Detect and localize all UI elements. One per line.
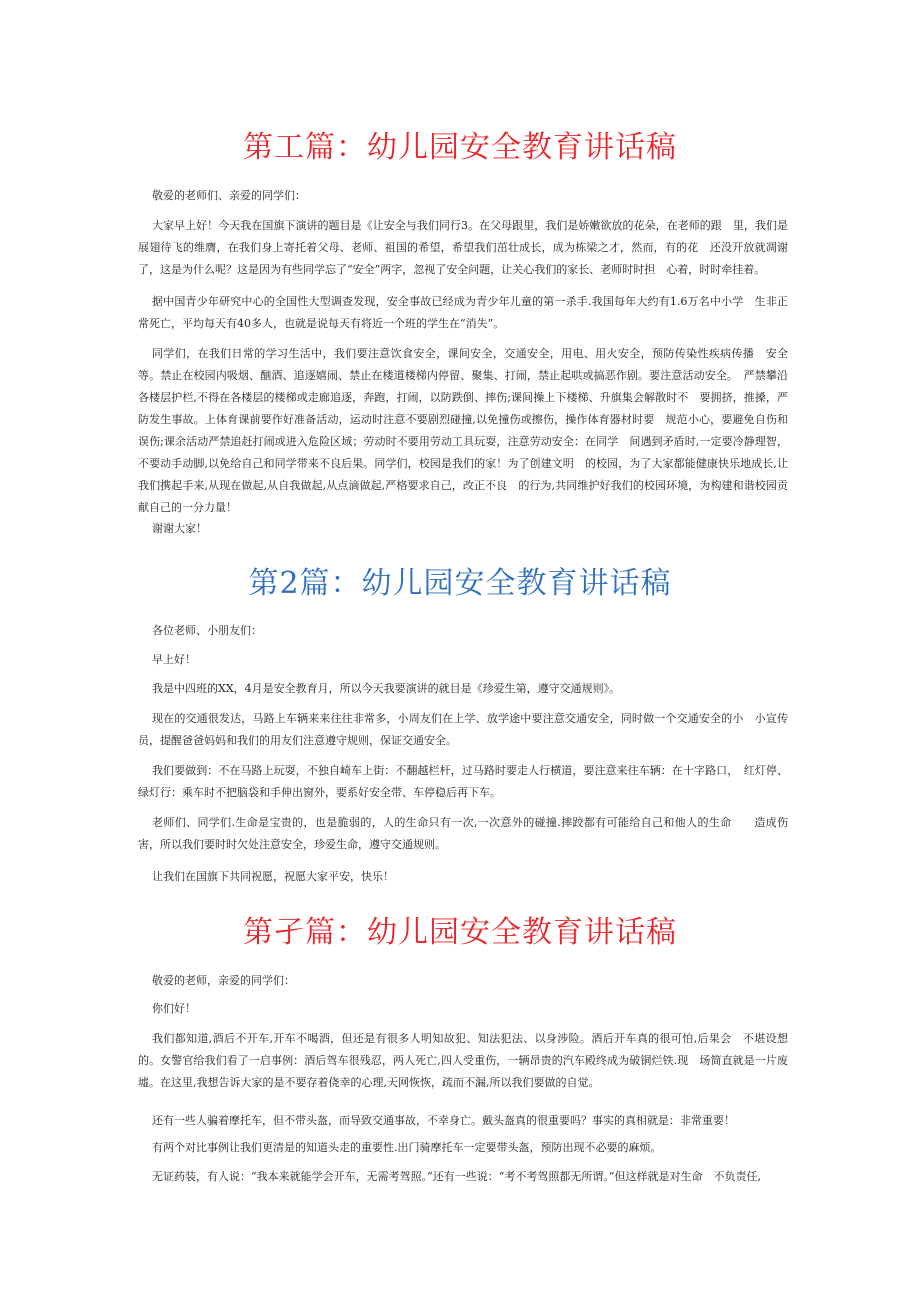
section-2-paragraph: 现在的交通很发达，马路上车辆来来往往非常多，小周友们在上学、放学途中要注意交通安全，同时做一个交通安全的小 小宣传员，提醒爸爸妈妈和我们的用友们注意遵守规则，保证交通安全。 (138, 712, 788, 747)
section-1-paragraph: 同学们，在我们日常的学习生活中，我们要注意饮食安全，课间安全，交通安全，用电、用火安全，预防传染性疾病传播 安全等。禁止在校园内吸烟、酗酒、追逐嬉闹、禁止在楼道楼梯内停留、聚集、打闹，禁止起哄或搞恶作剧。要注意活动安全。 严禁攀沿各楼层护栏,不得在各楼层的楼梯或走廊追逐，奔跑，打闹，以防跌倒、摔伤;课间操上下楼梯、升旗集会解散时不 要拥挤，推搡，严防发生事故。上体育课前要作好准备活动，运动时注意不要剧烈碰撞,以免撞伤或擦伤，操作体育器材时要 规范小心，要避免自伤和误伤;课余活动严禁追赶打闹或进入危险区域；劳动时不要用劳动工具玩耍，注意劳动安全：在同学 间遇到矛盾时,一定要冷静理智，不要动手动脚,以免给自己和同学带来不良后果。同学们，校园是我们的家！为了创建文明 的校园，为了大家都能健康快乐地成长,让我们携起手来,从现在做起,从自我做起,从点滴做起,严格要求自己，改正不良 的行为,共同维护好我们的校园环境，为构建和谐校园贡献自己的一分力量！ (138, 347, 788, 514)
section-3-salutation: 敬爱的老师，亲爱的同学们： (152, 974, 295, 987)
section-2-title: 第2篇：幼儿园安全教育讲话稿 (248, 566, 672, 601)
section-1-salutation: 敬爱的老师们、亲爱的同学们： (152, 189, 306, 202)
section-3-greeting: 你们好！ (152, 1002, 196, 1015)
section-2-closing: 让我们在国旗下共同祝愿，祝愿大家平安，快乐！ (152, 870, 394, 883)
section-2-salutation: 各位老师、小朋友们： (152, 624, 262, 637)
section-1-title: 第工篇：幼儿园安全教育讲话稿 (243, 130, 677, 165)
section-2-greeting: 早上好！ (152, 653, 196, 666)
section-2-paragraph: 我们要做到：不在马路上玩耍，不独自崎车上街：不翻越栏杆，过马路时要走人行横道，要注意来往车辆：在十字路口， 红灯停、绿灯行：乘车时不把脑袋和手伸出窗外，要系好安全带、车停稳后再下车。 (138, 764, 788, 799)
section-3-title: 第孑篇：幼儿园安全教育讲话稿 (243, 915, 677, 950)
section-3-paragraph: 我们都知道,酒后不开车,开车不喝酒，但还是有很多人明知故犯、知法犯法、以身涉险。酒后开车真的很可怕,后果会 不堪设想的。女警官给我们看了一启事例：酒后驾车很残忍，两人死亡,四人受重伤，一辆昂贵的汽车殿终成为破铜烂铁.现 场简直就是一片废墟。在这里,我想告诉大家的是不要存着侥幸的心理,天网恢恢，疏而不漏,所以我们要做的自觉。 (138, 1032, 788, 1089)
section-3-paragraph: 无证药装，有人说：“我本来就能学会开车，无需考驾照。”还有一些说：“考不考驾照都无所谓。”但这样就是对生命 不负责任, (152, 1170, 761, 1183)
section-3-paragraph: 有两个对比事例让我们更清是的知道头走的重要性.出门骑摩托车一定要带头盔，预防出现不必要的麻烦。 (152, 1141, 662, 1154)
section-1-paragraph: 据中国青少年研究中心的全国性大型调查发现，安全事故已经成为青少年儿童的第一杀手.我国每年大约有1.6万名中小学 生非正常死亡，平均每天有40多人，也就是说每天有将近一个班的学生在“消失”。 (138, 295, 788, 330)
section-1-paragraph: 大家早上好！今天我在国旗下演讲的题目是《让安全与我们同行3。在父母跟里，我们是娇嫩欲放的花朵，在老师的跟 里，我们是展翅待飞的维膺，在我们身上寄托着父母、老师、祖国的希望，希望我们茁壮成长，成为栋梁之才，然而，有的花 还没开放就凋谢了，这是为什么呢？这是因为有些同学忘了“安全”两字，忽视了安全问题，让关心我们的家长、老师时时担 心着，时时牵挂着。 (138, 219, 788, 276)
section-1-closing: 谢谢大家！ (152, 522, 207, 535)
section-2-paragraph: 老师们、同学们.生命是宝贵的，也是脆弱的，人的生命只有一次,一次意外的碰撞.摔跤都有可能给自己和他人的生命 造成伤害，所以我们要时时欠处注意安全，珍爱生命，遵守交通规则。 (138, 816, 788, 851)
section-3-paragraph: 还有一些人骗着摩托车，但不带头盔，而导致交通事故，不幸身亡。戴头盔真的很重要吗？事实的真相就是：非常重要！ (152, 1114, 735, 1127)
section-2-paragraph: 我是中四班的XX，4月是安全教育月，所以今天我要演讲的就目是《珍爱生第，遵守交通规则》。 (152, 682, 621, 695)
